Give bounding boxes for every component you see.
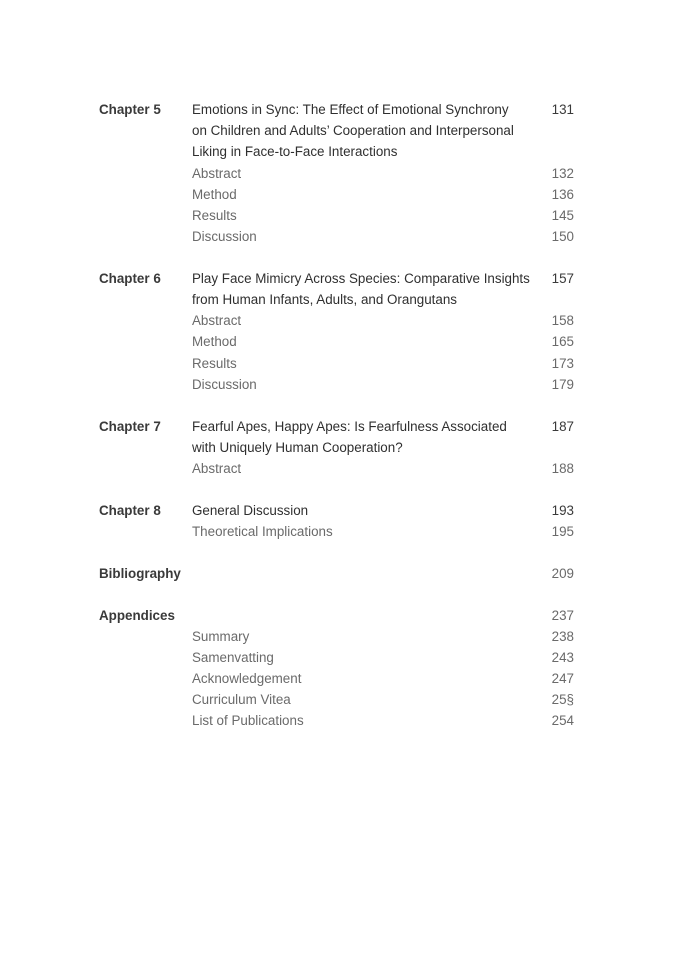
chapter-page-number: 193: [551, 502, 574, 518]
section-title: Results: [192, 207, 237, 223]
chapter-title-continuation: [99, 141, 579, 162]
chapter-title-continuation: [99, 437, 579, 458]
section-entry[interactable]: [99, 205, 579, 226]
section-title: Summary: [192, 628, 250, 644]
section-page-number: 158: [551, 313, 574, 329]
section-entry[interactable]: [99, 374, 579, 395]
section-page-number: 145: [551, 207, 574, 223]
chapter-title-line: with Uniquely Human Cooperation?: [192, 439, 403, 455]
chapter-5-heading[interactable]: [99, 99, 579, 120]
section-entry[interactable]: [99, 521, 579, 542]
section-entry[interactable]: [99, 647, 579, 668]
section-title: Abstract: [192, 165, 242, 181]
section-page-number: 136: [551, 186, 574, 202]
section-entry[interactable]: [99, 353, 579, 374]
chapter-page-number: 131: [551, 102, 574, 117]
section-entry[interactable]: [99, 184, 579, 205]
chapter-label: Chapter 8: [99, 502, 161, 518]
section-page-number: 195: [551, 523, 574, 539]
chapter-title-line: Emotions in Sync: The Effect of Emotional Synchrony: [192, 102, 509, 117]
chapter-title-line: Fearful Apes, Happy Apes: Is Fearfulness Associated: [192, 418, 507, 434]
section-page-number: 188: [551, 461, 574, 476]
section-entry[interactable]: [99, 626, 579, 647]
chapter-7-heading[interactable]: [99, 416, 579, 437]
section-title: Method: [192, 186, 237, 202]
appendices-label: Appendices: [99, 607, 175, 623]
chapter-title-line: General Discussion: [192, 502, 309, 518]
section-page-number: 173: [551, 355, 574, 371]
section-page-number: 179: [551, 376, 574, 392]
section-entry[interactable]: [99, 668, 579, 689]
section-entry[interactable]: [99, 689, 579, 710]
section-entry[interactable]: [99, 163, 579, 184]
section-title: Discussion: [192, 229, 257, 245]
chapter-label: Chapter 6: [99, 270, 161, 286]
section-title: Theoretical Implications: [192, 523, 333, 539]
chapter-label: Chapter 5: [99, 102, 161, 117]
bibliography-label: Bibliography: [99, 565, 181, 581]
section-page-number: 150: [551, 229, 574, 245]
chapter-title-line: Play Face Mimicry Across Species: Comparative Insights: [192, 270, 530, 286]
appendices-heading[interactable]: [99, 605, 579, 626]
section-title: Method: [192, 334, 237, 350]
section-title: Acknowledgement: [192, 671, 302, 687]
section-page-number: 25§: [551, 692, 574, 708]
section-page-number: 132: [551, 165, 574, 181]
chapter-title-line: from Human Infants, Adults, and Orangutans: [192, 292, 457, 308]
chapter-title-line: on Children and Adults’ Cooperation and Interpersonal: [192, 123, 514, 139]
section-entry[interactable]: [99, 331, 579, 352]
section-page-number: 243: [551, 649, 574, 665]
section-title: Samenvatting: [192, 649, 274, 665]
section-title: List of Publications: [192, 713, 304, 729]
section-entry[interactable]: [99, 458, 579, 479]
section-title: Abstract: [192, 461, 242, 476]
chapter-title-line: Liking in Face-to-Face Interactions: [192, 144, 398, 160]
chapter-title-continuation: [99, 120, 579, 141]
section-page-number: 254: [551, 713, 574, 729]
section-page-number: 165: [551, 334, 574, 350]
chapter-page-number: 157: [551, 270, 574, 286]
section-title: Curriculum Vitea: [192, 692, 291, 708]
chapter-title-continuation: [99, 289, 579, 310]
chapter-page-number: 187: [551, 418, 574, 434]
section-page-number: 247: [551, 671, 574, 687]
section-title: Discussion: [192, 376, 257, 392]
bibliography-heading[interactable]: [99, 563, 579, 584]
chapter-label: Chapter 7: [99, 418, 161, 434]
table-of-contents: [99, 99, 579, 732]
section-entry[interactable]: [99, 710, 579, 731]
section-title: Abstract: [192, 313, 242, 329]
chapter-8-heading[interactable]: [99, 500, 579, 521]
chapter-6-heading[interactable]: [99, 268, 579, 289]
appendices-page-number: 237: [551, 607, 574, 623]
section-title: Results: [192, 355, 237, 371]
bibliography-page-number: 209: [551, 565, 574, 581]
section-entry[interactable]: [99, 226, 579, 247]
section-page-number: 238: [551, 628, 574, 644]
section-entry[interactable]: [99, 310, 579, 331]
